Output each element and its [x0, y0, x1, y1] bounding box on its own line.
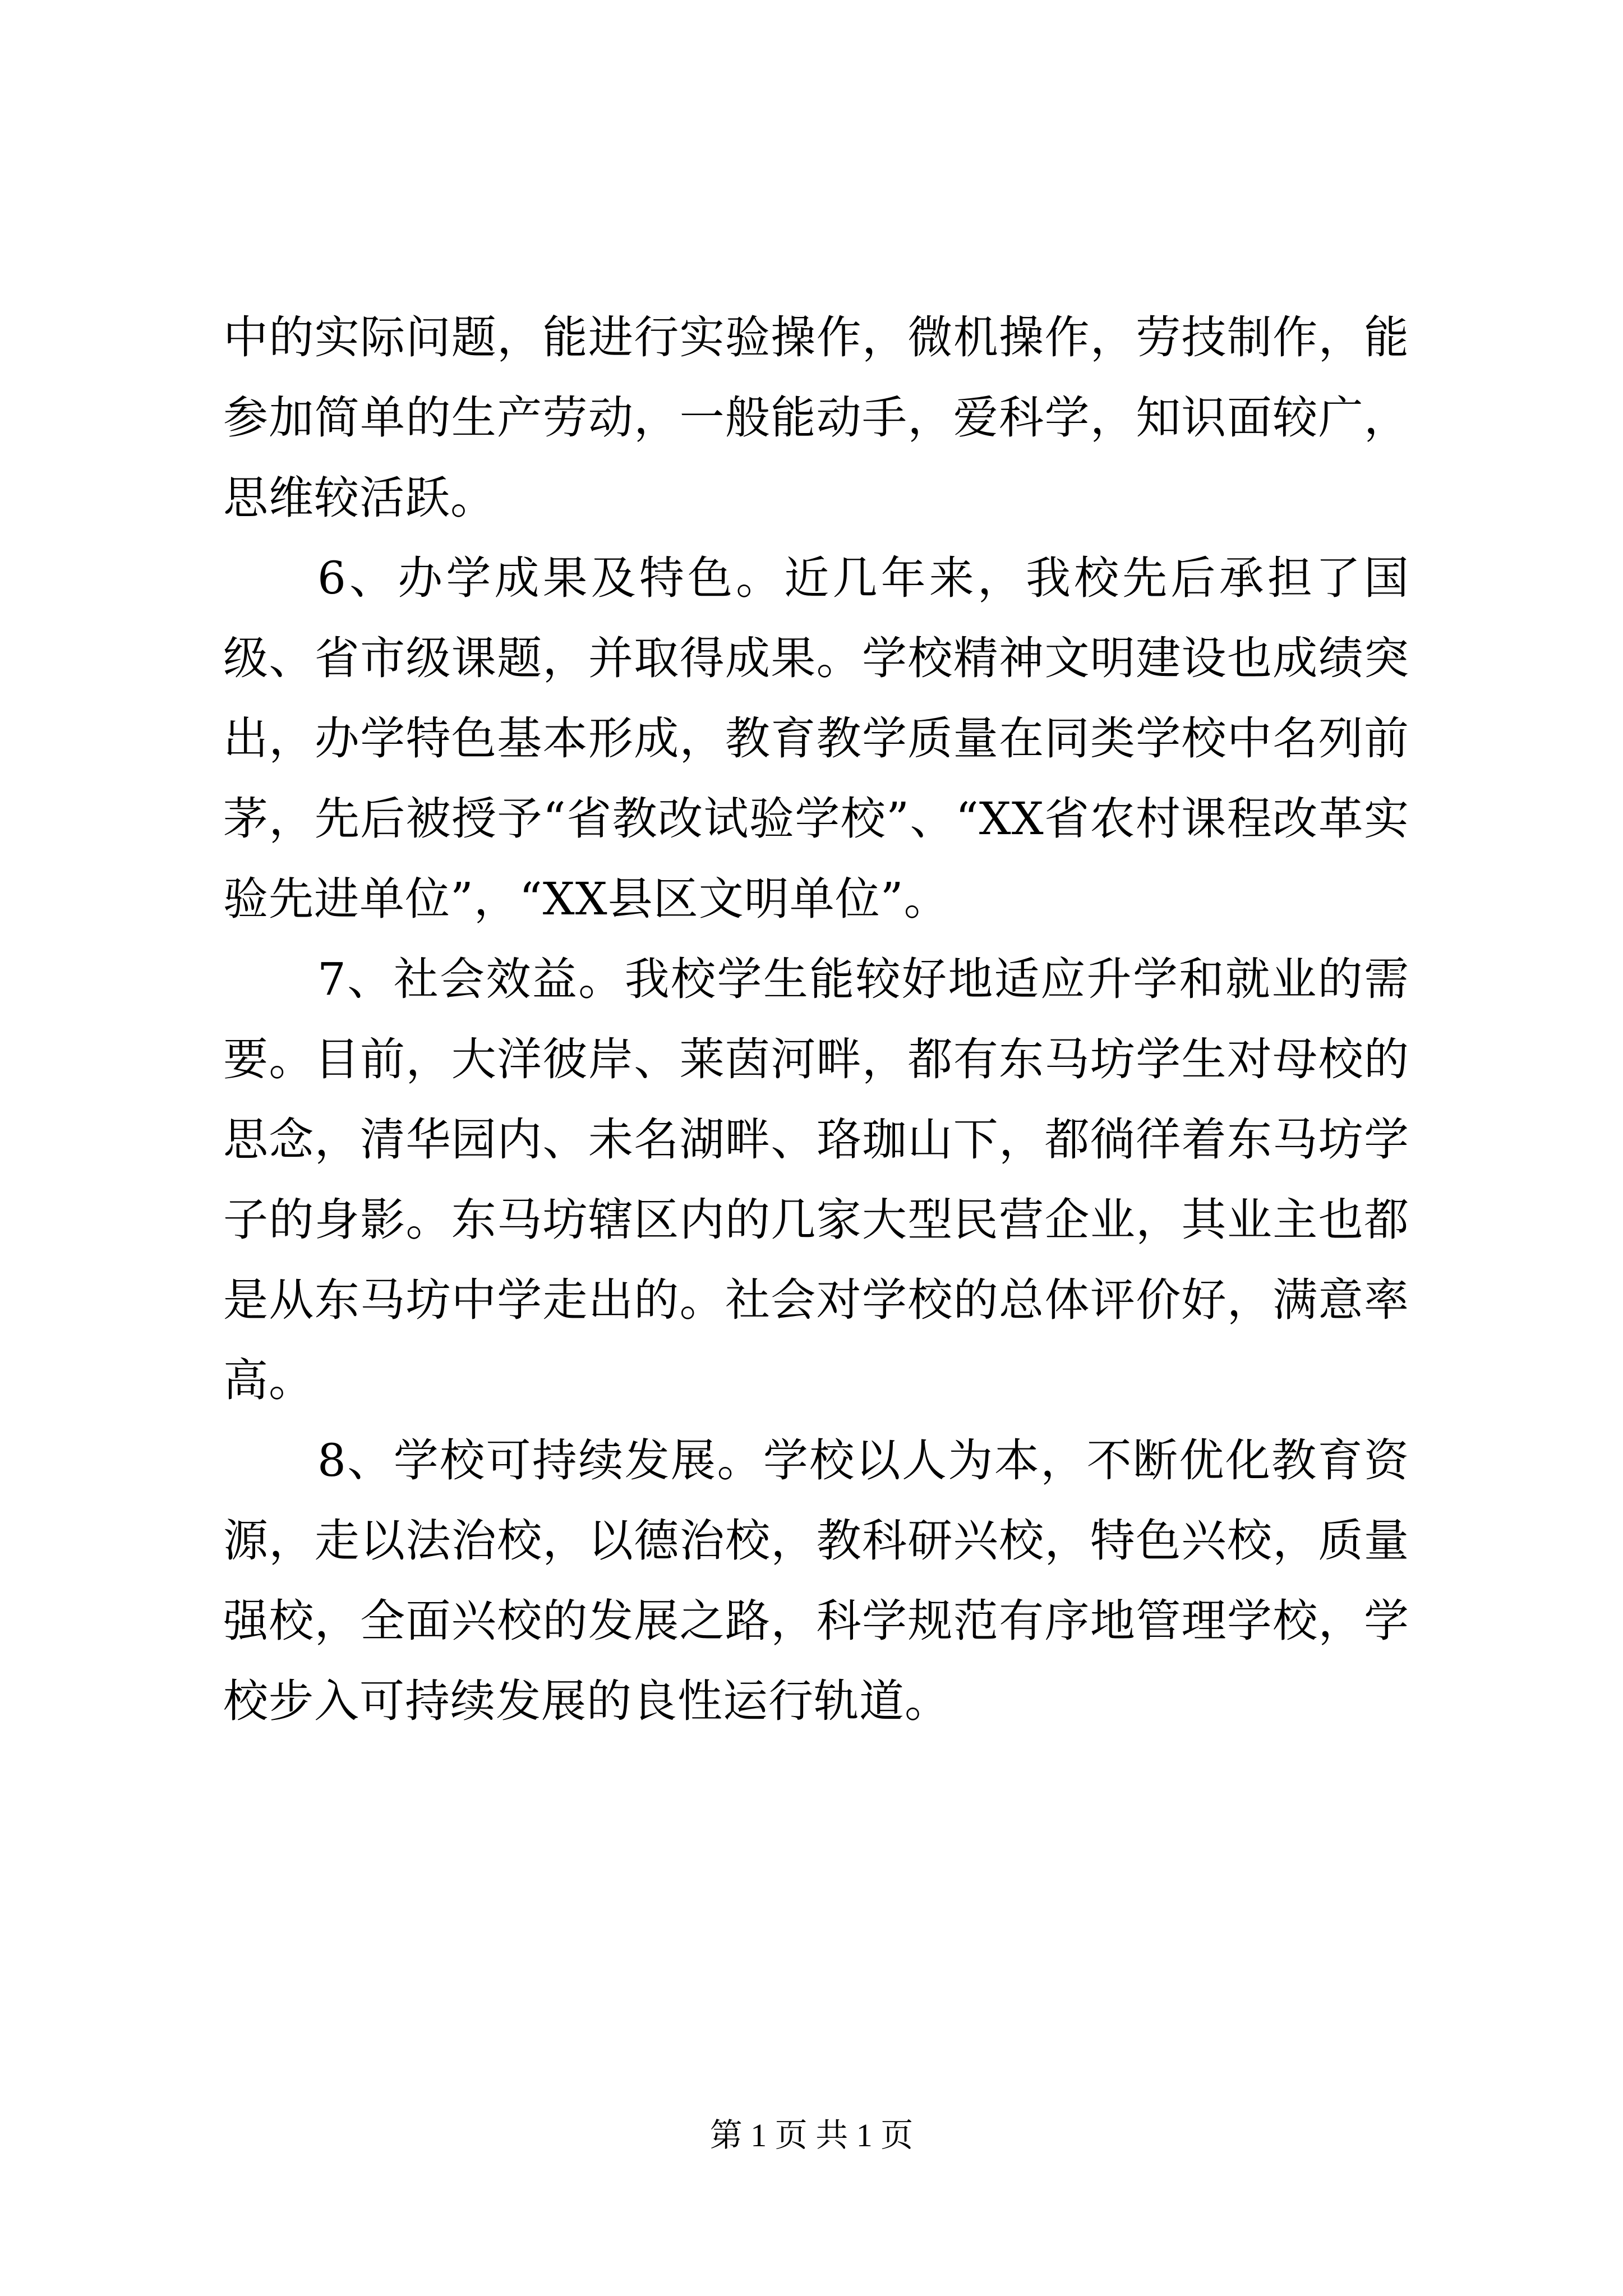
paragraph-7-social-benefits: 7、社会效益。我校学生能较好地适应升学和就业的需要。目前，大洋彼岸、莱茵河畔，都有东马坊学生对母校的思念，清华园内、未名湖畔、珞珈山下，都徜徉着东马坊学子的身影。东马坊辖区内的几家大型民营企业，其业主也都是从东马坊中学走出的。社会对学校的总体评价好，满意率高。 — [223, 953, 1409, 1406]
paragraph-8-sustainable-development: 8、学校可持续发展。学校以人为本，不断优化教育资源，走以法治校，以德治校，教科研兴校，特色兴校，质量强校，全面兴校的发展之路，科学规范有序地管理学校，学校步入可持续发展的良性运行轨道。 — [223, 1434, 1409, 1727]
paragraph-continuation: 中的实际问题，能进行实验操作，微机操作，劳技制作，能参加简单的生产劳动，一般能动手，爱科学，知识面较广，思维较活跃。 — [223, 311, 1409, 524]
paragraph-6-achievements: 6、办学成果及特色。近几年来，我校先后承担了国级、省市级课题，并取得成果。学校精神文明建设也成绩突出，办学特色基本形成，教育教学质量在同类学校中名列前茅，先后被授予“省教改试验学校”、“XX省农村课程改革实验先进单位”，“XX县区文明单位”。 — [223, 552, 1409, 925]
document-body — [223, 297, 1409, 1741]
page-footer: 第 1 页 共 1 页 — [709, 2117, 914, 2154]
